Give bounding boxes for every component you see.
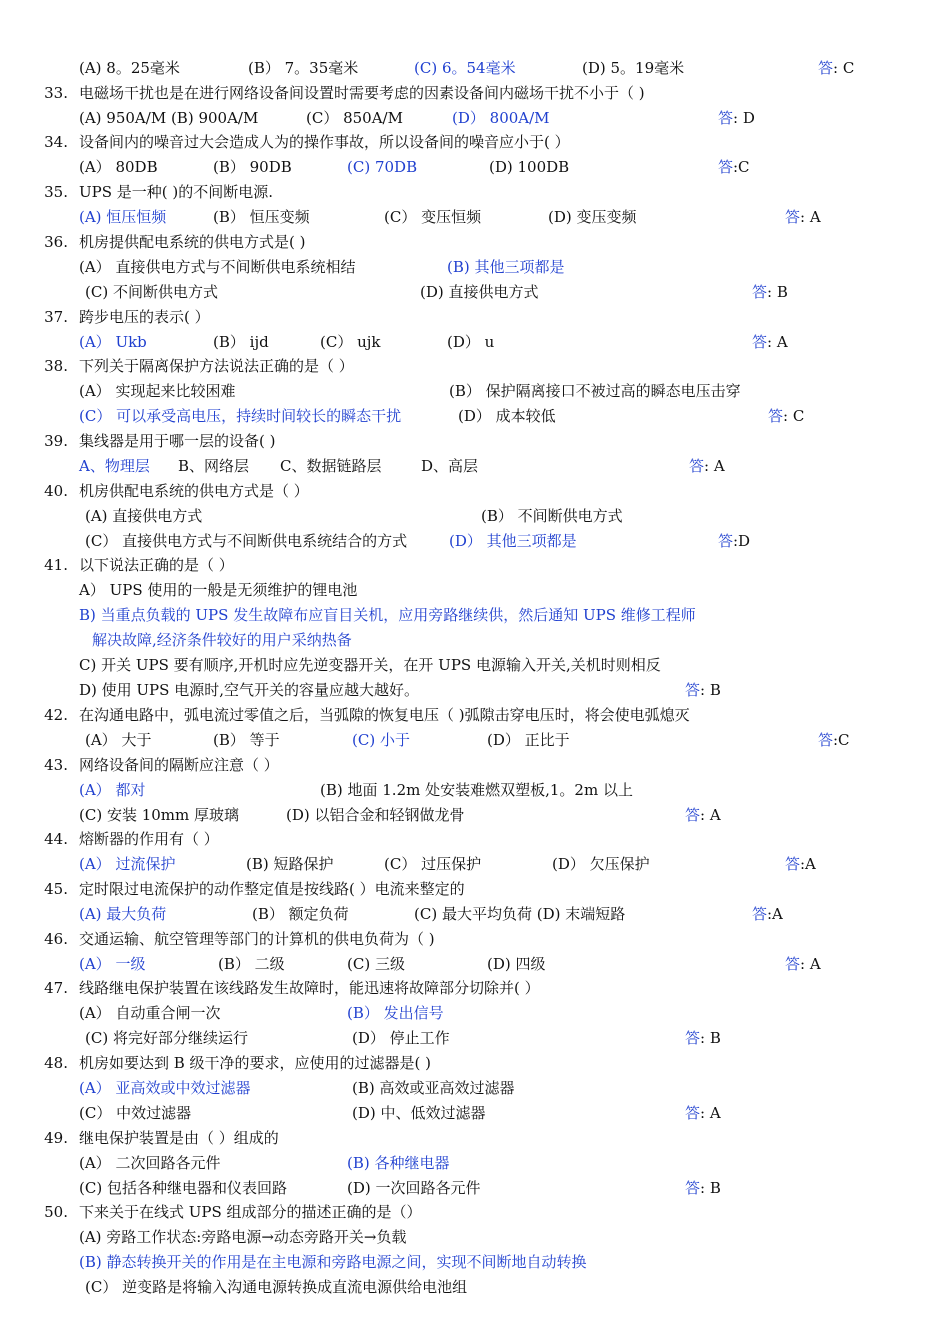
option-b: (B) 地面 1.2m 处安装难燃双塑板,1。2m 以上	[320, 781, 633, 799]
question-number: 40.	[44, 482, 68, 500]
option-b: (B) 其他三项都是	[447, 258, 565, 276]
question-stem: 电磁场干扰也是在进行网络设备间设置时需要考虑的因素设备间内磁场干扰不小于（ )	[79, 84, 645, 102]
q35-stem	[0, 181, 950, 203]
question-stem: 熔断器的作用有（ ）	[79, 830, 219, 848]
option-b: (B) 各种继电器	[347, 1154, 450, 1172]
option-a: (A） 实现起来比较困难	[79, 382, 236, 400]
option-a: (A) 旁路工作状态:旁路电源→动态旁路开关→负载	[79, 1228, 407, 1246]
option-c: (C) 6。54毫米	[414, 59, 516, 77]
q49-options-1	[0, 1152, 950, 1174]
question-number: 38.	[44, 357, 68, 375]
option-c: (C) 三级	[347, 955, 405, 973]
option-cd: (C) 最大平均负荷 (D) 末端短路	[414, 905, 626, 923]
question-number: 42.	[44, 706, 68, 724]
q47-options-1	[0, 1002, 950, 1024]
answer-value: : D	[733, 109, 755, 127]
option-d: D、高层	[421, 457, 479, 475]
question-number: 39.	[44, 432, 68, 450]
answer-value: : A	[767, 333, 788, 351]
q45-options	[0, 903, 950, 925]
option-d: (D) 5。19毫米	[582, 59, 685, 77]
option-d: (D) 四级	[487, 955, 546, 973]
answer-value: : B	[700, 1029, 721, 1047]
answer-label: 答	[785, 955, 801, 973]
q41-option-b-cont	[0, 629, 950, 651]
q48-options-1	[0, 1077, 950, 1099]
q41-option-a	[0, 579, 950, 601]
q39-options	[0, 455, 950, 477]
option-b: (B） 不间断供电方式	[481, 507, 623, 525]
option-c: (C） 直接供电方式与不间断供电系统结合的方式	[85, 532, 408, 550]
answer-label: 答	[818, 731, 834, 749]
q47-options-2	[0, 1027, 950, 1049]
option-a: (A） 大于	[85, 731, 152, 749]
option-b: (B) 静态转换开关的作用是在主电源和旁路电源之间，实现不间断地自动转换	[79, 1253, 587, 1271]
question-stem: 以下说法正确的是（ ）	[79, 556, 234, 574]
answer-label: 答	[718, 109, 734, 127]
option-c: C) 开关 UPS 要有顺序,开机时应先逆变器开关，在开 UPS 电源输入开关,关机时则相反	[79, 656, 661, 674]
q49-stem	[0, 1127, 950, 1149]
q50-option-c	[0, 1276, 950, 1298]
option-c: (C) 安装 10mm 厚玻璃	[79, 806, 240, 824]
option-b: (B） 发出信号	[347, 1004, 444, 1022]
q40-stem	[0, 480, 950, 502]
question-stem: 设备间内的噪音过大会造成人为的操作事故，所以设备间的噪音应小于( ）	[79, 133, 570, 151]
question-number: 46.	[44, 930, 68, 948]
question-number: 37.	[44, 308, 68, 326]
q32-options	[0, 57, 950, 79]
question-stem: 网络设备间的隔断应注意（ ）	[79, 756, 279, 774]
answer-value: : B	[700, 1179, 721, 1197]
option-d: (D） 正比于	[487, 731, 570, 749]
q41-option-d	[0, 679, 950, 701]
option-d: (D) 直接供电方式	[420, 283, 539, 301]
option-d: (D) 变压变频	[548, 208, 637, 226]
answer-label: 答	[785, 855, 801, 873]
option-a: A） UPS 使用的一般是无须维护的锂电池	[79, 581, 358, 599]
answer-label: 答	[718, 158, 734, 176]
answer-label: 答	[785, 208, 801, 226]
option-d: (D） u	[447, 333, 495, 351]
q41-stem	[0, 554, 950, 576]
option-b: (B） 等于	[213, 731, 280, 749]
answer-value: :C	[733, 158, 750, 176]
answer-label: 答	[752, 283, 768, 301]
question-stem: 机房供配电系统的供电方式是（ ）	[79, 482, 309, 500]
answer-value: : A	[800, 208, 821, 226]
question-number: 36.	[44, 233, 68, 251]
q38-options-2	[0, 405, 950, 427]
q36-options-1	[0, 256, 950, 278]
q50-option-b	[0, 1251, 950, 1273]
option-b-continued: 解决故障,经济条件较好的用户采纳热备	[92, 631, 352, 649]
q40-options-2	[0, 530, 950, 552]
option-a: (A) 8。25毫米	[79, 59, 180, 77]
answer-label: 答	[685, 681, 701, 699]
q40-options-1	[0, 505, 950, 527]
question-stem: 集线器是用于哪一层的设备( )	[79, 432, 276, 450]
q41-option-c	[0, 654, 950, 676]
q42-stem	[0, 704, 950, 726]
q46-stem	[0, 928, 950, 950]
option-a: A、物理层	[79, 457, 150, 475]
option-d: (D） 欠压保护	[552, 855, 650, 873]
answer-value: :A	[800, 855, 816, 873]
q44-stem	[0, 828, 950, 850]
option-a: (A） 过流保护	[79, 855, 176, 873]
option-c: (C) 小于	[352, 731, 410, 749]
option-c: (C） 850A/M	[306, 109, 403, 127]
q39-stem	[0, 430, 950, 452]
option-d: (D) 一次回路各元件	[347, 1179, 481, 1197]
answer-label: 答	[752, 333, 768, 351]
q36-options-2	[0, 281, 950, 303]
option-c: (C） 逆变路是将输入沟通电源转换成直流电源供给电池组	[85, 1278, 468, 1296]
option-d: (D） 800A/M	[452, 109, 550, 127]
option-a: (A） 二次回路各元件	[79, 1154, 221, 1172]
option-d: (D) 100DB	[489, 158, 570, 176]
answer-value: : C	[783, 407, 805, 425]
option-b: (B） 额定负荷	[252, 905, 349, 923]
q35-options	[0, 206, 950, 228]
option-b: B、网络层	[178, 457, 250, 475]
option-c: (C) 将完好部分继续运行	[85, 1029, 248, 1047]
option-c: (C) 70DB	[347, 158, 418, 176]
q37-stem	[0, 306, 950, 328]
question-number: 34.	[44, 133, 68, 151]
question-number: 50.	[44, 1203, 68, 1221]
option-c: (C) 包括各种继电器和仪表回路	[79, 1179, 287, 1197]
q43-options-1	[0, 779, 950, 801]
answer-label: 答	[685, 1179, 701, 1197]
question-number: 35.	[44, 183, 68, 201]
answer-value: : A	[700, 806, 721, 824]
option-b: (B） 二级	[218, 955, 285, 973]
option-a: (A) 直接供电方式	[85, 507, 203, 525]
question-number: 43.	[44, 756, 68, 774]
question-stem: 线路继电保护装置在该线路发生故障时，能迅速将故障部分切除并( ）	[79, 979, 540, 997]
q47-stem	[0, 977, 950, 999]
q50-stem	[0, 1201, 950, 1223]
answer-value: : A	[704, 457, 725, 475]
option-b: (B） 恒压变频	[213, 208, 310, 226]
answer-label: 答	[689, 457, 705, 475]
q34-options	[0, 156, 950, 178]
question-number: 48.	[44, 1054, 68, 1072]
answer-label: 答	[768, 407, 784, 425]
q45-stem	[0, 878, 950, 900]
option-b: (B） 保护隔离接口不被过高的瞬态电压击穿	[449, 382, 741, 400]
option-c: (C） 中效过滤器	[79, 1104, 192, 1122]
q46-options	[0, 953, 950, 975]
question-number: 47.	[44, 979, 68, 997]
question-stem: 下来关于在线式 UPS 组成部分的描述正确的是（）	[79, 1203, 422, 1221]
option-a: (A） Ukb	[79, 333, 147, 351]
option-d: (D) 中、低效过滤器	[352, 1104, 486, 1122]
option-a: (A） 都对	[79, 781, 146, 799]
question-stem: 跨步电压的表示( ）	[79, 308, 210, 326]
option-ab: (A) 950A/M (B) 900A/M	[79, 109, 259, 127]
answer-label: 答	[818, 59, 834, 77]
option-d: (D） 停止工作	[352, 1029, 450, 1047]
question-stem: 继电保护装置是由（ ）组成的	[79, 1129, 279, 1147]
question-stem: 下列关于隔离保护方法说法正确的是（ ）	[79, 357, 354, 375]
answer-value: : A	[700, 1104, 721, 1122]
q41-option-b	[0, 604, 950, 626]
q43-options-2	[0, 804, 950, 826]
q37-options	[0, 331, 950, 353]
q44-options	[0, 853, 950, 875]
answer-label: 答	[685, 1029, 701, 1047]
option-d: D) 使用 UPS 电源时,空气开关的容量应越大越好。	[79, 681, 419, 699]
option-b: (B) 高效或亚高效过滤器	[352, 1079, 515, 1097]
answer-value: : B	[767, 283, 788, 301]
option-a: (A） 80DB	[79, 158, 158, 176]
answer-label: 答	[752, 905, 768, 923]
option-c: (C) 不间断供电方式	[85, 283, 218, 301]
q38-stem	[0, 355, 950, 377]
option-c: (C） 可以承受高电压，持续时间较长的瞬态干扰	[79, 407, 402, 425]
option-b: (B） 7。35毫米	[248, 59, 359, 77]
option-b: (B） ijd	[213, 333, 269, 351]
question-number: 49.	[44, 1129, 68, 1147]
option-a: (A） 自动重合闸一次	[79, 1004, 221, 1022]
question-number: 33.	[44, 84, 68, 102]
q34-stem	[0, 131, 950, 153]
answer-value: : A	[800, 955, 821, 973]
answer-value: : C	[833, 59, 855, 77]
option-c: (C） 变压恒频	[384, 208, 482, 226]
option-a: (A) 恒压恒频	[79, 208, 167, 226]
option-b: B) 当重点负载的 UPS 发生故障布应盲目关机，应用旁路继续供，然后通知 UPS 维修工程师	[79, 606, 696, 624]
answer-label: 答	[718, 532, 734, 550]
q50-option-a	[0, 1226, 950, 1248]
option-a: (A） 亚高效或中效过滤器	[79, 1079, 251, 1097]
q43-stem	[0, 754, 950, 776]
question-stem: UPS 是一种( )的不间断电源.	[79, 183, 274, 201]
answer-value: :A	[767, 905, 783, 923]
answer-label: 答	[685, 1104, 701, 1122]
option-d: (D） 成本较低	[458, 407, 556, 425]
answer-value: :D	[733, 532, 751, 550]
option-c: (C） 过压保护	[384, 855, 482, 873]
answer-value: :C	[833, 731, 850, 749]
option-a: (A) 最大负荷	[79, 905, 167, 923]
question-stem: 机房提供配电系统的供电方式是( )	[79, 233, 306, 251]
q42-options	[0, 729, 950, 751]
answer-label: 答	[685, 806, 701, 824]
q36-stem	[0, 231, 950, 253]
option-c: C、数据链路层	[280, 457, 382, 475]
question-stem: 机房如要达到 B 级干净的要求，应使用的过滤器是( )	[79, 1054, 432, 1072]
option-b: (B） 90DB	[213, 158, 292, 176]
question-number: 44.	[44, 830, 68, 848]
option-a: (A） 一级	[79, 955, 146, 973]
answer-value: : B	[700, 681, 721, 699]
question-stem: 在沟通电路中，弧电流过零值之后，当弧隙的恢复电压（ )弧隙击穿电压时，将会使电弧熄灭	[79, 706, 690, 724]
question-stem: 定时限过电流保护的动作整定值是按线路( ）电流来整定的	[79, 880, 465, 898]
q33-options	[0, 107, 950, 129]
option-a: (A） 直接供电方式与不间断供电系统相结	[79, 258, 356, 276]
option-c: (C） ujk	[320, 333, 381, 351]
question-stem: 交通运输、航空管理等部门的计算机的供电负荷为（ )	[79, 930, 435, 948]
question-number: 41.	[44, 556, 68, 574]
q49-options-2	[0, 1177, 950, 1199]
q33-stem	[0, 82, 950, 104]
q48-options-2	[0, 1102, 950, 1124]
option-b: (B) 短路保护	[246, 855, 334, 873]
q48-stem	[0, 1052, 950, 1074]
option-d: (D) 以铝合金和轻钢做龙骨	[286, 806, 465, 824]
option-d: (D） 其他三项都是	[449, 532, 577, 550]
q38-options-1	[0, 380, 950, 402]
question-number: 45.	[44, 880, 68, 898]
